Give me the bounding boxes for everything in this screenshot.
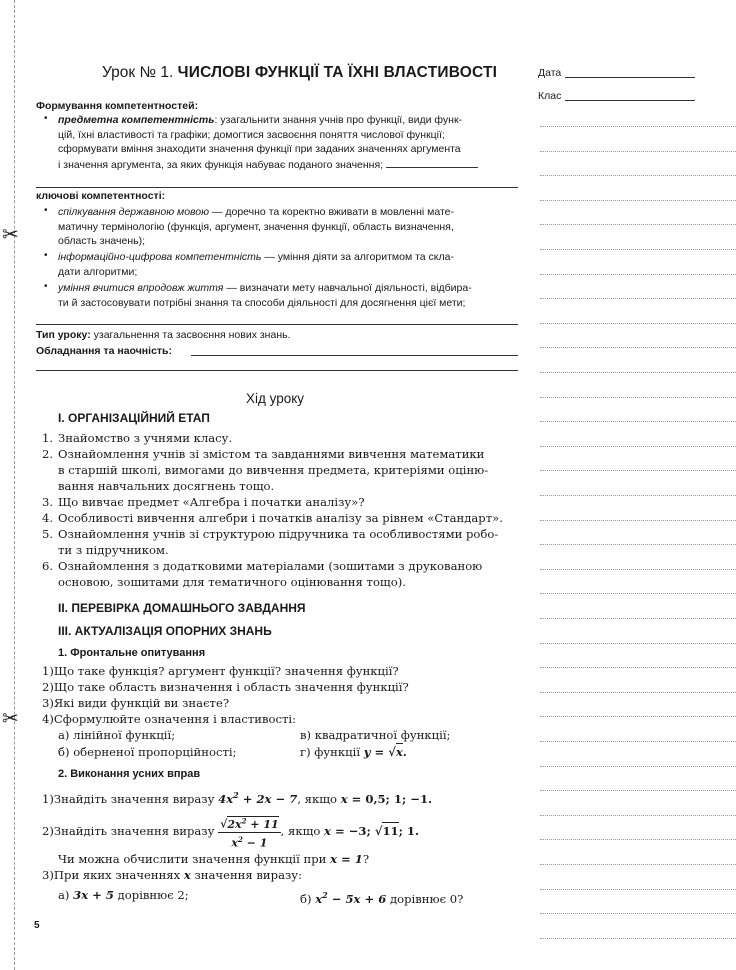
text-line: Ознайомлення учнів зі змістом та завданнями вивчення математики xyxy=(58,447,485,461)
key-competencies-heading: ключові компетентності: xyxy=(36,190,166,202)
text-line: Що таке область визначення і область значення функції? xyxy=(53,680,409,694)
note-line xyxy=(540,938,736,939)
note-line xyxy=(540,520,736,521)
exercise-3-a xyxy=(58,887,189,903)
text-line: дорівнює 0? xyxy=(386,891,464,906)
item-number: 2) xyxy=(42,680,54,694)
scissors-icon: ✂ xyxy=(2,222,19,246)
item-number: 3) xyxy=(42,868,54,882)
item-number: 1) xyxy=(42,664,54,678)
text-line: Ознайомлення учнів зі структурою підручника та особливостями робо- xyxy=(58,527,499,541)
fraction: $\frac{√2x^2 + 11}{x^2 - 1}$ xyxy=(220,816,279,850)
text-line: вання навчальних досягнень тощо. xyxy=(58,479,275,493)
note-line xyxy=(540,593,736,594)
exercise-1 xyxy=(42,787,432,807)
list-item xyxy=(42,679,526,695)
list-item xyxy=(42,430,526,446)
exercise-3-b xyxy=(300,887,463,907)
exercise-2 xyxy=(42,814,419,850)
text-line: дорівнює 2; xyxy=(113,888,189,902)
text-line: , якщо xyxy=(280,824,325,839)
values: = 0,5; 1; −1. xyxy=(351,791,433,806)
text-line: Які види функцій ви знаєте? xyxy=(53,696,230,710)
list-item xyxy=(42,494,526,510)
values: ; 1. xyxy=(398,824,420,839)
item-number: 2) xyxy=(42,824,54,839)
text-line: Що вивчає предмет «Алгебра і початки аналізу»? xyxy=(58,495,365,509)
formula: x = 1 xyxy=(330,852,363,866)
text-line: — доречно та коректно вживати в мовленні мате- xyxy=(209,206,455,218)
class-field[interactable] xyxy=(565,100,695,101)
key-item xyxy=(58,205,520,249)
subject-label: предметна компетентність xyxy=(58,114,215,126)
equipment-label: Обладнання та наочність: xyxy=(36,345,172,357)
key-item-label: уміння вчитися впродовж життя xyxy=(58,282,224,294)
note-line xyxy=(540,347,736,348)
variable: x xyxy=(340,791,352,806)
lesson-type-label: Тип уроку: xyxy=(36,329,91,341)
text-line: цій, їхні властивості та графіки; домогтися засвоєння поняття числової функції; xyxy=(58,128,445,141)
subsection-heading: 1. Фронтальне опитування xyxy=(58,647,206,659)
equipment-field[interactable] xyxy=(191,355,518,356)
text-line: Знайдіть значення виразу xyxy=(53,791,219,806)
text-line: При яких значеннях xyxy=(53,868,184,882)
note-line xyxy=(540,643,736,644)
bullet-icon: • xyxy=(44,250,48,261)
list-item xyxy=(42,711,526,727)
text-line: Сформулюйте означення і властивості: xyxy=(53,712,297,726)
scissors-icon: ✂ xyxy=(2,706,19,730)
note-line xyxy=(540,323,736,324)
note-line xyxy=(540,470,736,471)
option-b: б) оберненої пропорційності; xyxy=(58,745,237,759)
competencies-heading: Формування компетентностей: xyxy=(36,100,199,112)
fill-line[interactable] xyxy=(386,157,478,168)
text-line: і значення аргумента, за яких функція набуває поданого значення; xyxy=(58,158,384,171)
text-line: : узагальнити знання учнів про функції, види функ- xyxy=(214,114,463,126)
note-line xyxy=(540,175,736,176)
note-line xyxy=(540,741,736,742)
note-line xyxy=(540,224,736,225)
item-number: 3. xyxy=(42,495,54,509)
list-item xyxy=(42,695,526,711)
variable: x xyxy=(324,824,335,839)
option-v: в) квадратичної функції; xyxy=(300,728,451,742)
questions-list xyxy=(42,663,526,727)
text-line: значення виразу: xyxy=(190,868,303,882)
item-number: 6. xyxy=(42,559,54,573)
text-line: дати алгоритми; xyxy=(58,265,138,278)
text-line: сформувати вміння знаходити значення функції при заданих значеннях аргумента xyxy=(58,143,461,156)
key-item xyxy=(58,281,520,310)
text-line: Особливості вивчення алгебри і початків аналізу за рівнем «Стандарт». xyxy=(58,511,503,525)
item-number: 1) xyxy=(42,791,54,806)
text-line: ти й застосовувати потрібні знання та способи діяльності для досягнення цієї мети; xyxy=(58,296,466,309)
fill-line[interactable] xyxy=(36,324,518,325)
item-number: 1. xyxy=(42,431,54,445)
subject-competency xyxy=(58,113,520,172)
formula: 3x + 5 xyxy=(73,888,114,902)
bullet-icon: • xyxy=(44,113,48,124)
item-number: 4. xyxy=(42,511,54,525)
lesson-number: Урок № 1. xyxy=(102,64,178,81)
note-line xyxy=(540,372,736,373)
text-line: основою, зошитами для тематичного оцінювання тощо). xyxy=(58,575,406,589)
bullet-icon: • xyxy=(44,205,48,216)
text-line: Знайомство з учнями класу. xyxy=(58,431,233,445)
list-item xyxy=(42,446,526,494)
text-line: , якщо xyxy=(297,791,341,806)
note-line xyxy=(540,274,736,275)
formula: $4x^2 + 2x - 7$ xyxy=(218,790,298,806)
note-line xyxy=(540,298,736,299)
lesson-topic: ЧИСЛОВІ ФУНКЦІЇ ТА ЇХНІ ВЛАСТИВОСТІ xyxy=(177,64,498,81)
note-line xyxy=(540,667,736,668)
list-item xyxy=(42,526,526,558)
item-number: 2. xyxy=(42,447,54,461)
option-label: а) xyxy=(58,888,74,902)
date-field[interactable] xyxy=(565,77,695,78)
text-line: — уміння діяти за алгоритмом та скла- xyxy=(261,251,454,263)
text-line: — визначати мету навчальної діяльності, відбира- xyxy=(223,282,472,294)
note-line xyxy=(540,446,736,447)
list-item xyxy=(42,663,526,679)
note-line xyxy=(540,864,736,865)
note-line xyxy=(540,569,736,570)
note-line xyxy=(540,766,736,767)
note-line xyxy=(540,692,736,693)
text-line: Ознайомлення з додатковими матеріалами (зошитами з друкованою xyxy=(58,559,483,573)
fill-line[interactable] xyxy=(36,370,518,371)
note-line xyxy=(540,151,736,152)
cut-line xyxy=(14,0,15,970)
note-line xyxy=(540,249,736,250)
equipment xyxy=(36,344,172,359)
exercise-2-question: Чи можна обчислити значення функції при x = 1? xyxy=(58,852,370,866)
sqrt-value: √11 xyxy=(374,824,399,839)
item-number: 3) xyxy=(42,696,54,710)
variable: x xyxy=(183,868,191,882)
text-line: матичну термінологію (функція, аргумент, значення функції, область визначення, xyxy=(58,220,454,233)
text-line: ти з підручником. xyxy=(58,543,169,557)
key-item-label: інформаційно-цифрова компетентність xyxy=(58,251,262,263)
item-number: 4) xyxy=(42,712,54,726)
note-line xyxy=(540,495,736,496)
note-line xyxy=(540,618,736,619)
option-a: а) лінійної функції; xyxy=(58,728,176,742)
formula: $x^2 - 5x + 6$ xyxy=(315,890,387,906)
note-line xyxy=(540,716,736,717)
fill-line[interactable] xyxy=(36,187,518,188)
note-line xyxy=(540,790,736,791)
section-heading: І. ОРГАНІЗАЦІЙНИЙ ЕТАП xyxy=(58,411,210,425)
subsection-heading: 2. Виконання усних вправ xyxy=(58,768,201,780)
option-label: б) xyxy=(300,891,316,906)
text-line: Чи можна обчислити значення функції при xyxy=(58,852,331,866)
org-items xyxy=(42,430,526,590)
bullet-icon: • xyxy=(44,281,48,292)
note-line xyxy=(540,421,736,422)
key-item xyxy=(58,250,520,279)
note-line xyxy=(540,544,736,545)
item-number: 5. xyxy=(42,527,54,541)
note-line xyxy=(540,889,736,890)
class-label: Клас xyxy=(538,90,562,102)
text-line: Що таке функція? аргумент функції? значення функції? xyxy=(53,664,399,678)
lesson-type-value: узагальнення та засвоєння нових знань. xyxy=(90,329,291,341)
page-number: 5 xyxy=(34,920,40,931)
key-item-label: спілкування державною мовою xyxy=(58,206,210,218)
course-heading: Хід уроку xyxy=(246,391,305,406)
note-line xyxy=(540,815,736,816)
list-item xyxy=(42,558,526,590)
values: = −3; xyxy=(334,824,375,839)
note-line xyxy=(540,839,736,840)
text-line: в старшій школі, вимогами до вивчення предмета, критеріями оціню- xyxy=(58,463,489,477)
section-heading: ІІ. ПЕРЕВІРКА ДОМАШНЬОГО ЗАВДАННЯ xyxy=(58,601,306,615)
note-line xyxy=(540,913,736,914)
formula: y = √x. xyxy=(363,745,407,759)
lesson-type xyxy=(36,328,291,343)
option-g-label: г) функції xyxy=(300,745,364,759)
note-line xyxy=(540,397,736,398)
section-heading: ІІІ. АКТУАЛІЗАЦІЯ ОПОРНИХ ЗНАНЬ xyxy=(58,624,272,638)
text-line: Знайдіть значення виразу xyxy=(53,824,219,839)
text-line: область значень); xyxy=(58,235,146,248)
note-line xyxy=(540,126,736,127)
exercise-3 xyxy=(42,867,302,883)
lesson-title xyxy=(102,64,497,82)
option-g xyxy=(300,744,407,760)
note-line xyxy=(540,200,736,201)
list-item xyxy=(42,510,526,526)
date-label: Дата xyxy=(538,67,562,79)
